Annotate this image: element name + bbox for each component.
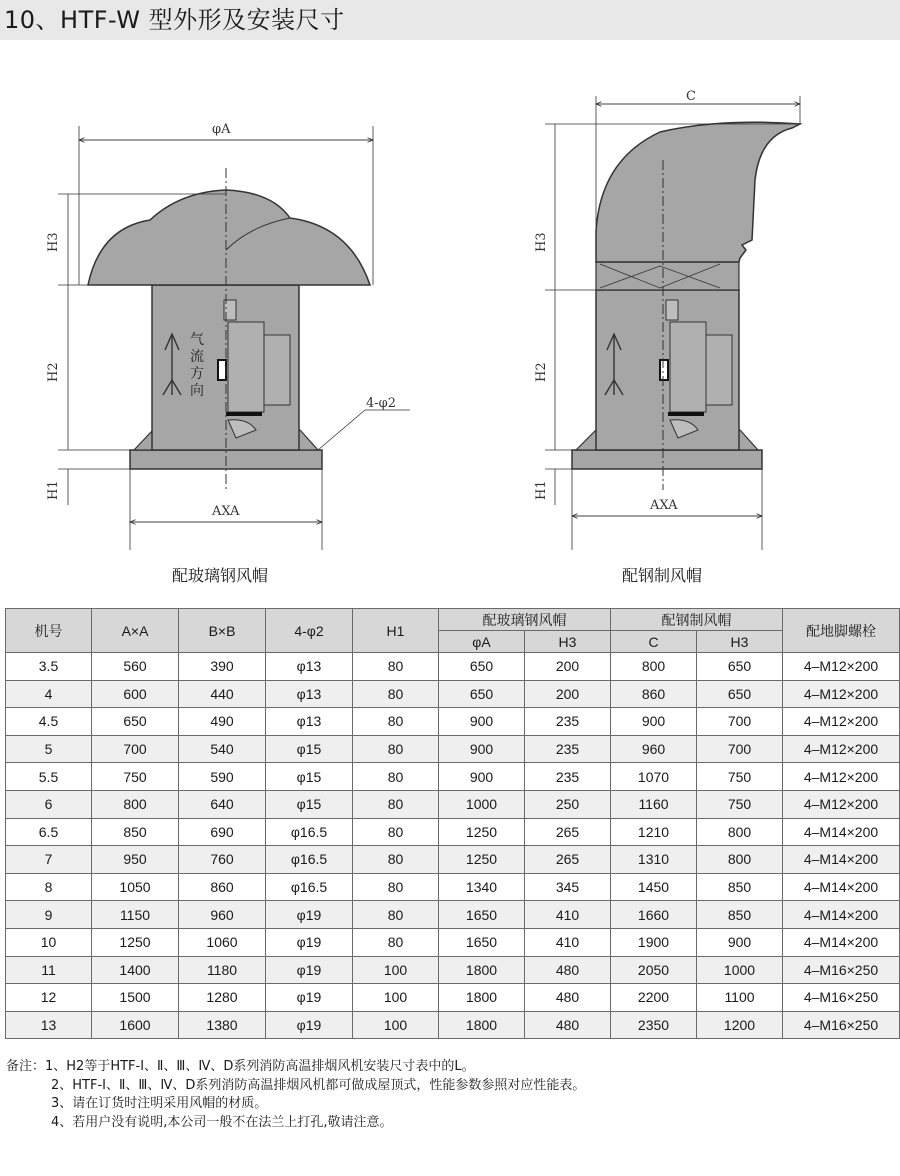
dim-H3-label: H3	[46, 232, 61, 252]
table-cell: 850	[697, 901, 783, 929]
table-cell: 10	[6, 928, 92, 956]
table-cell: 235	[525, 763, 611, 791]
table-cell: 900	[697, 928, 783, 956]
table-cell: 800	[92, 790, 179, 818]
table-cell: 800	[697, 818, 783, 846]
airflow-char-1: 气	[190, 332, 204, 348]
table-cell: 650	[439, 680, 525, 708]
table-cell: 1310	[611, 846, 697, 874]
table-row	[6, 1011, 900, 1039]
table-cell: 640	[179, 790, 266, 818]
frp-cap-caption: 配玻璃钢风帽	[172, 566, 269, 585]
table-cell: 80	[353, 901, 439, 929]
table-row	[6, 956, 900, 984]
table-cell: 265	[525, 818, 611, 846]
table-cell: 3.5	[6, 653, 92, 681]
table-cell: 960	[611, 735, 697, 763]
dim-H2-label-steel: H2	[534, 362, 549, 382]
table-cell: 12	[6, 984, 92, 1012]
dim-H3-label-steel: H3	[534, 232, 549, 252]
table-row	[6, 708, 900, 736]
table-cell: 80	[353, 818, 439, 846]
table-cell: 1250	[92, 928, 179, 956]
table-cell: 4–M14×200	[783, 901, 900, 929]
section-title: 10、HTF-W 型外形及安装尺寸	[4, 6, 345, 34]
table-cell: 80	[353, 928, 439, 956]
table-row	[6, 873, 900, 901]
table-cell: 1150	[92, 901, 179, 929]
table-cell: 700	[92, 735, 179, 763]
table-cell: 265	[525, 846, 611, 874]
header-bxb: B×B	[179, 609, 266, 653]
table-cell: 900	[439, 708, 525, 736]
table-cell: 1000	[697, 956, 783, 984]
section-title-bar	[0, 0, 900, 40]
table-cell: 1800	[439, 1011, 525, 1039]
table-cell: 5	[6, 735, 92, 763]
airflow-char-2: 流	[190, 349, 204, 365]
table-cell: φ19	[266, 928, 353, 956]
airflow-char-4: 向	[190, 383, 204, 399]
table-cell: 1060	[179, 928, 266, 956]
table-cell: 850	[92, 818, 179, 846]
dim-AXA-label-steel: AXA	[650, 498, 678, 513]
table-cell: φ19	[266, 956, 353, 984]
table-cell: 650	[697, 653, 783, 681]
table-cell: 750	[697, 790, 783, 818]
notes	[6, 1058, 585, 1132]
table-row	[6, 790, 900, 818]
table-cell: 1200	[697, 1011, 783, 1039]
table-cell: 80	[353, 873, 439, 901]
table-cell: 80	[353, 708, 439, 736]
steel-support-band	[596, 262, 739, 290]
table-row	[6, 846, 900, 874]
header-axa: A×A	[92, 609, 179, 653]
table-row	[6, 928, 900, 956]
table-cell: 1000	[439, 790, 525, 818]
table-cell: 200	[525, 653, 611, 681]
table-cell: 80	[353, 680, 439, 708]
table-cell: 100	[353, 984, 439, 1012]
table-cell: 4–M12×200	[783, 790, 900, 818]
table-cell: 13	[6, 1011, 92, 1039]
table-cell: 235	[525, 708, 611, 736]
table-cell: 100	[353, 1011, 439, 1039]
steel-base-plate	[572, 450, 762, 469]
table-cell: 7	[6, 846, 92, 874]
table-cell: 235	[525, 735, 611, 763]
table-cell: φ19	[266, 901, 353, 929]
table-cell: 5.5	[6, 763, 92, 791]
table-cell: 2350	[611, 1011, 697, 1039]
header-steel-group: 配钢制风帽	[611, 609, 783, 631]
table-cell: φ13	[266, 653, 353, 681]
table-cell: 900	[439, 735, 525, 763]
installation-drawings	[0, 40, 900, 600]
table-cell: 440	[179, 680, 266, 708]
table-cell: 6	[6, 790, 92, 818]
table-cell: 1100	[697, 984, 783, 1012]
table-cell: 4–M14×200	[783, 873, 900, 901]
table-cell: 2200	[611, 984, 697, 1012]
table-row	[6, 901, 900, 929]
table-row	[6, 763, 900, 791]
table-cell: 4–M14×200	[783, 846, 900, 874]
table-row	[6, 735, 900, 763]
table-cell: 9	[6, 901, 92, 929]
table-cell: 750	[697, 763, 783, 791]
header-model: 机号	[6, 609, 92, 653]
table-cell: 800	[697, 846, 783, 874]
table-cell: 560	[92, 653, 179, 681]
table-cell: 80	[353, 846, 439, 874]
table-row	[6, 818, 900, 846]
table-cell: 600	[92, 680, 179, 708]
airflow-char-3: 方	[190, 366, 204, 382]
header-frp-h3: H3	[525, 631, 611, 653]
table-cell: 750	[92, 763, 179, 791]
header-steel-h3: H3	[697, 631, 783, 653]
table-cell: 4–M16×250	[783, 1011, 900, 1039]
table-cell: 4–M14×200	[783, 818, 900, 846]
table-cell: φ15	[266, 790, 353, 818]
table-cell: 1660	[611, 901, 697, 929]
table-cell: φ19	[266, 984, 353, 1012]
table-cell: 4	[6, 680, 92, 708]
table-cell: 650	[92, 708, 179, 736]
header-steel-c: C	[611, 631, 697, 653]
steel-hood	[596, 122, 800, 262]
table-cell: 650	[697, 680, 783, 708]
table-cell: 900	[439, 763, 525, 791]
table-cell: φ19	[266, 1011, 353, 1039]
table-cell: 4–M14×200	[783, 928, 900, 956]
table-cell: 200	[525, 680, 611, 708]
header-phi2: 4-φ2	[266, 609, 353, 653]
table-cell: 1250	[439, 818, 525, 846]
table-cell: 1650	[439, 928, 525, 956]
table-row	[6, 984, 900, 1012]
table-cell: 480	[525, 984, 611, 1012]
table-row	[6, 653, 900, 681]
table-cell: 4.5	[6, 708, 92, 736]
table-cell: 490	[179, 708, 266, 736]
dim-C-label: C	[686, 89, 696, 104]
header-frp-group: 配玻璃钢风帽	[439, 609, 611, 631]
frp-cap	[88, 190, 370, 285]
table-cell: 250	[525, 790, 611, 818]
table-cell: 860	[611, 680, 697, 708]
table-cell: φ13	[266, 680, 353, 708]
table-cell: 390	[179, 653, 266, 681]
dim-H2-label: H2	[46, 362, 61, 382]
table-cell: 11	[6, 956, 92, 984]
table-cell: 4–M12×200	[783, 708, 900, 736]
table-cell: φ13	[266, 708, 353, 736]
table-cell: 4–M12×200	[783, 653, 900, 681]
dim-bolt-label: 4-φ2	[366, 396, 397, 411]
table-cell: 6.5	[6, 818, 92, 846]
table-cell: φ15	[266, 763, 353, 791]
table-cell: 900	[611, 708, 697, 736]
note-4: 4、若用户没有说明,本公司一般不在法兰上打孔,敬请注意。	[51, 1114, 393, 1130]
table-cell: 1900	[611, 928, 697, 956]
table-cell: 540	[179, 735, 266, 763]
table-cell: 700	[697, 735, 783, 763]
table-cell: 1070	[611, 763, 697, 791]
steel-cap-caption: 配钢制风帽	[622, 566, 703, 585]
table-cell: 4–M16×250	[783, 956, 900, 984]
note-1: 备注：1、H2等于HTF-Ⅰ、Ⅱ、Ⅲ、Ⅳ、D系列消防高温排烟风机安装尺寸表中的L。	[6, 1059, 475, 1074]
table-cell: 1250	[439, 846, 525, 874]
note-2: 2、HTF-Ⅰ、Ⅱ、Ⅲ、Ⅳ、D系列消防高温排烟风机都可做成屋顶式，性能参数参照对应性能表。	[51, 1077, 586, 1093]
table-cell: 80	[353, 735, 439, 763]
table-cell: 1500	[92, 984, 179, 1012]
table-cell: 860	[179, 873, 266, 901]
table-cell: 1210	[611, 818, 697, 846]
table-cell: 1160	[611, 790, 697, 818]
note-3: 3、请在订货时注明采用风帽的材质。	[51, 1096, 268, 1111]
table-cell: 1180	[179, 956, 266, 984]
dim-H1-label-steel: H1	[534, 480, 549, 500]
table-cell: 480	[525, 956, 611, 984]
header-h1: H1	[353, 609, 439, 653]
table-cell: 690	[179, 818, 266, 846]
table-cell: 1050	[92, 873, 179, 901]
table-cell: 1800	[439, 984, 525, 1012]
table-cell: 410	[525, 928, 611, 956]
table-cell: 4–M12×200	[783, 680, 900, 708]
table-cell: 1280	[179, 984, 266, 1012]
header-bolt: 配地脚螺栓	[783, 609, 900, 653]
table-cell: 1340	[439, 873, 525, 901]
table-cell: 4–M16×250	[783, 984, 900, 1012]
table-cell: 960	[179, 901, 266, 929]
header-frp-phiA: φA	[439, 631, 525, 653]
table-cell: 1600	[92, 1011, 179, 1039]
table-cell: 950	[92, 846, 179, 874]
table-cell: 2050	[611, 956, 697, 984]
table-cell: 1380	[179, 1011, 266, 1039]
table-cell: 700	[697, 708, 783, 736]
dim-AXA-label: AXA	[212, 504, 240, 519]
table-cell: φ15	[266, 735, 353, 763]
table-cell: 100	[353, 956, 439, 984]
table-cell: 1800	[439, 956, 525, 984]
table-cell: 410	[525, 901, 611, 929]
table-cell: 650	[439, 653, 525, 681]
table-cell: 4–M12×200	[783, 763, 900, 791]
table-cell: φ16.5	[266, 873, 353, 901]
dim-H1-label: H1	[46, 480, 61, 500]
table-cell: 4–M12×200	[783, 735, 900, 763]
table-cell: 1450	[611, 873, 697, 901]
frp-cap-drawing	[46, 122, 410, 550]
dimension-table	[5, 608, 900, 1039]
table-cell: 8	[6, 873, 92, 901]
table-cell: 800	[611, 653, 697, 681]
table-cell: 1400	[92, 956, 179, 984]
table-cell: 760	[179, 846, 266, 874]
table-cell: 590	[179, 763, 266, 791]
table-cell: 850	[697, 873, 783, 901]
table-cell: 345	[525, 873, 611, 901]
table-cell: 1650	[439, 901, 525, 929]
table-cell: φ16.5	[266, 818, 353, 846]
table-cell: 80	[353, 763, 439, 791]
table-cell: 80	[353, 653, 439, 681]
table-cell: 480	[525, 1011, 611, 1039]
steel-cap-drawing	[534, 89, 800, 550]
table-cell: 80	[353, 790, 439, 818]
table-row	[6, 680, 900, 708]
table-body	[6, 653, 900, 1039]
dim-phiA-label: φA	[212, 122, 231, 137]
table-cell: φ16.5	[266, 846, 353, 874]
